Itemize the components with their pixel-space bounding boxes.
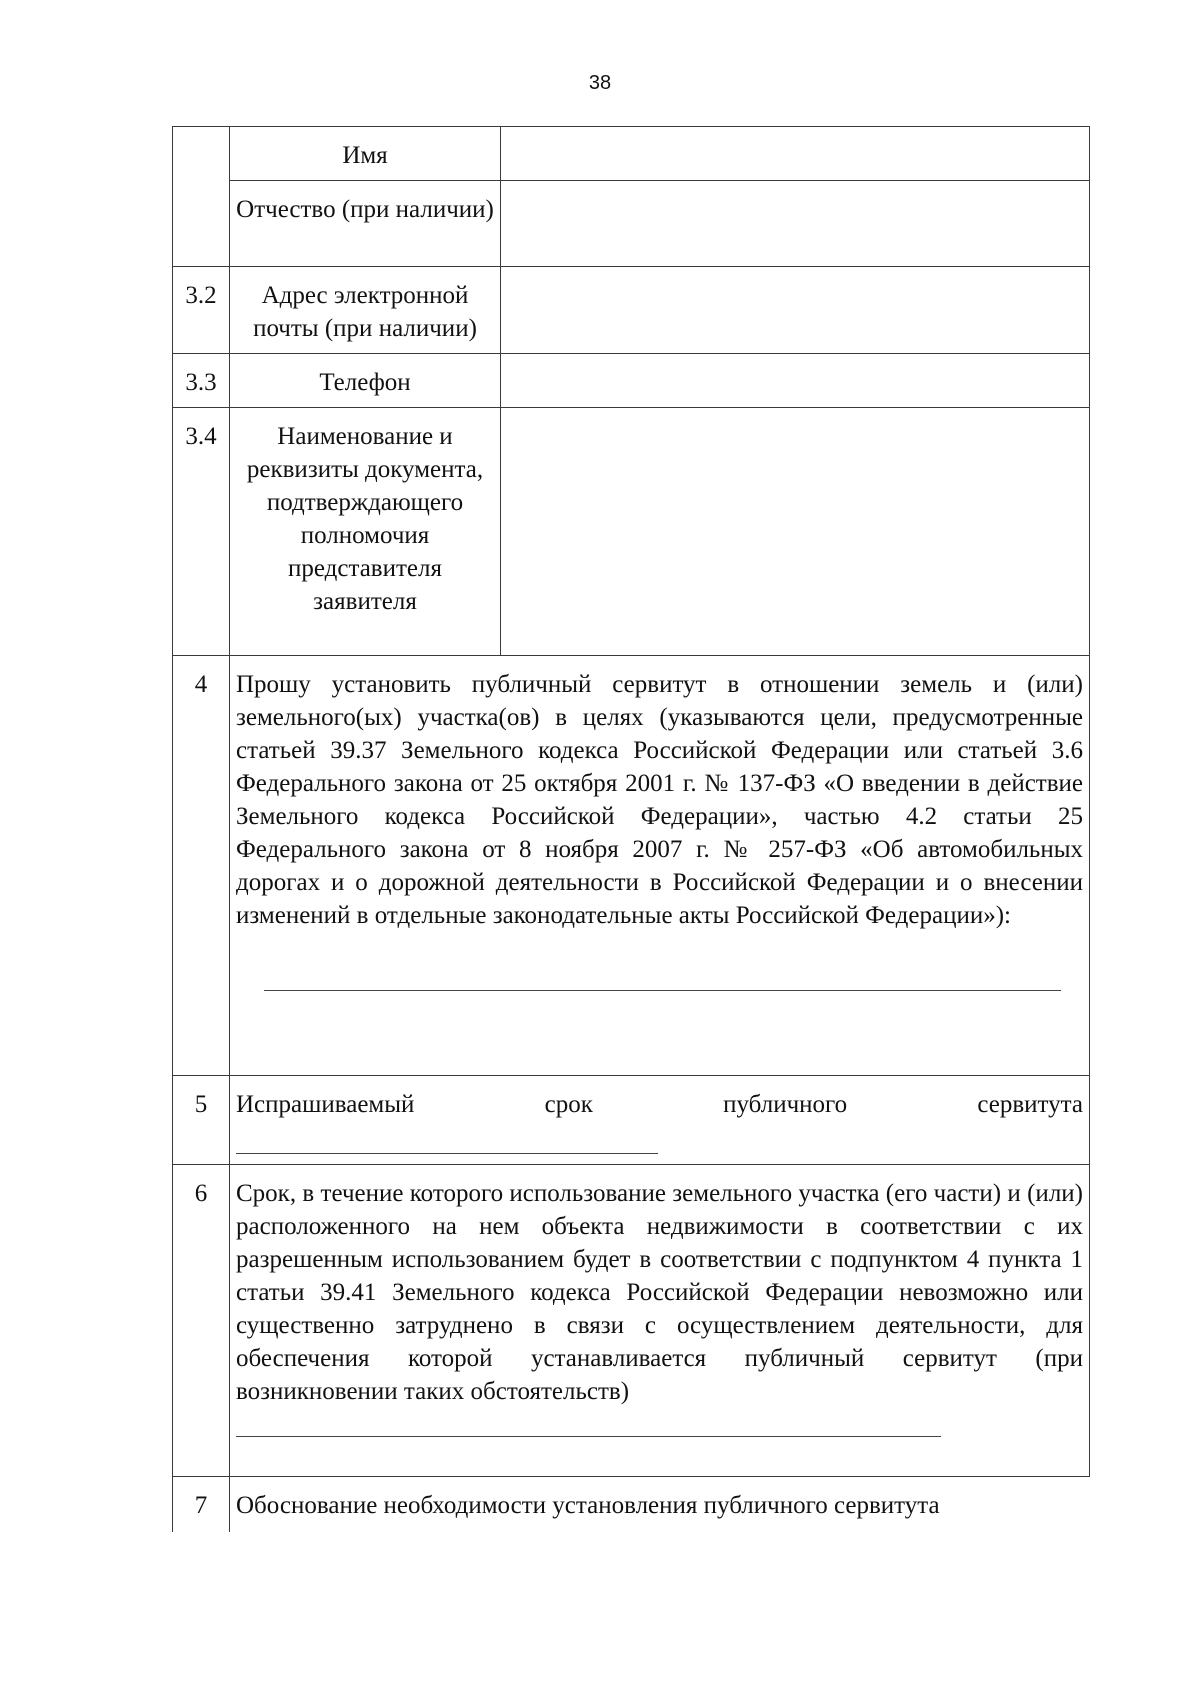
row-number-5: 5 xyxy=(173,1076,230,1165)
requested-term-cell xyxy=(230,1076,1090,1165)
row-7 xyxy=(173,1477,1090,1533)
field-value-patronymic[interactable] xyxy=(501,181,1090,267)
requested-term-word-1: Испрашиваемый xyxy=(236,1091,415,1118)
restriction-term-fill-line[interactable] xyxy=(236,1436,941,1437)
servitude-purpose-fill-line[interactable] xyxy=(264,990,1061,991)
row-number-3-2: 3.2 xyxy=(173,267,230,354)
page-number: 38 xyxy=(588,72,612,94)
row-3-2 xyxy=(173,267,1090,354)
row-number-3-3: 3.3 xyxy=(173,354,230,408)
row-number-6: 6 xyxy=(173,1165,230,1477)
requested-term-word-2: срок xyxy=(544,1091,593,1118)
servitude-purpose-cell xyxy=(230,656,1090,1076)
requested-term-text xyxy=(236,1088,1083,1121)
field-label-name: Имя xyxy=(230,127,501,181)
field-value-name[interactable] xyxy=(501,127,1090,181)
field-label-authority-document: Наименование и реквизиты документа, подтверждающего полномочия представителя заявителя xyxy=(230,408,501,656)
application-form-table xyxy=(172,126,1090,1532)
servitude-purpose-text: Прошу установить публичный сервитут в отношении земель и (или) земельного(ых) участка(ов) в целях (указываются цели, предусмотренные статьей 39.37 Земельного кодекса Российской Федерации или статьей 3.6 Федерального закона от 25 октября 2001 г. № 137-ФЗ «О введении в действие Земельного кодекса Российской Федерации», частью 4.2 статьи 25 Федерального закона от 8 ноября 2007 г. № 257-ФЗ «Об автомобильных дорогах и о дорожной деятельности в Российской Федерации и о внесении изменений в отдельные законодательные акты Российской Федерации»): xyxy=(236,671,1083,929)
row-6 xyxy=(173,1165,1090,1477)
restriction-term-cell xyxy=(230,1165,1090,1477)
row-number-cell xyxy=(173,127,230,267)
row-name xyxy=(173,127,1090,181)
row-4 xyxy=(173,656,1090,1076)
justification-cell xyxy=(230,1477,1090,1533)
justification-text: Обоснование необходимости установления публичного сервитута xyxy=(236,1492,940,1519)
row-3-4 xyxy=(173,408,1090,656)
restriction-term-text: Срок, в течение которого использование земельного участка (его части) и (или) расположенного на нем объекта недвижимости в соответствии с их разрешенным использованием будет в соответствии с подпунктом 4 пункта 1 статьи 39.41 Земельного кодекса Российской Федерации невозможно или существенно затруднено в связи с осуществлением деятельности, для обеспечения которой устанавливается публичный сервитут (при возникновении таких обстоятельств) xyxy=(236,1180,1083,1405)
row-3-3 xyxy=(173,354,1090,408)
field-label-email: Адрес электронной почты (при наличии) xyxy=(230,267,501,354)
row-5 xyxy=(173,1076,1090,1165)
requested-term-word-4: сервитута xyxy=(977,1091,1083,1118)
row-number-7: 7 xyxy=(173,1477,230,1533)
row-patronymic xyxy=(173,181,1090,267)
row-number-4: 4 xyxy=(173,656,230,1076)
field-label-patronymic: Отчество (при наличии) xyxy=(230,181,501,267)
field-value-email[interactable] xyxy=(501,267,1090,354)
field-value-phone[interactable] xyxy=(501,354,1090,408)
field-value-authority-document[interactable] xyxy=(501,408,1090,656)
row-number-3-4: 3.4 xyxy=(173,408,230,656)
requested-term-word-3: публичного xyxy=(723,1091,848,1118)
field-label-phone: Телефон xyxy=(230,354,501,408)
requested-term-fill-line[interactable] xyxy=(236,1153,658,1154)
